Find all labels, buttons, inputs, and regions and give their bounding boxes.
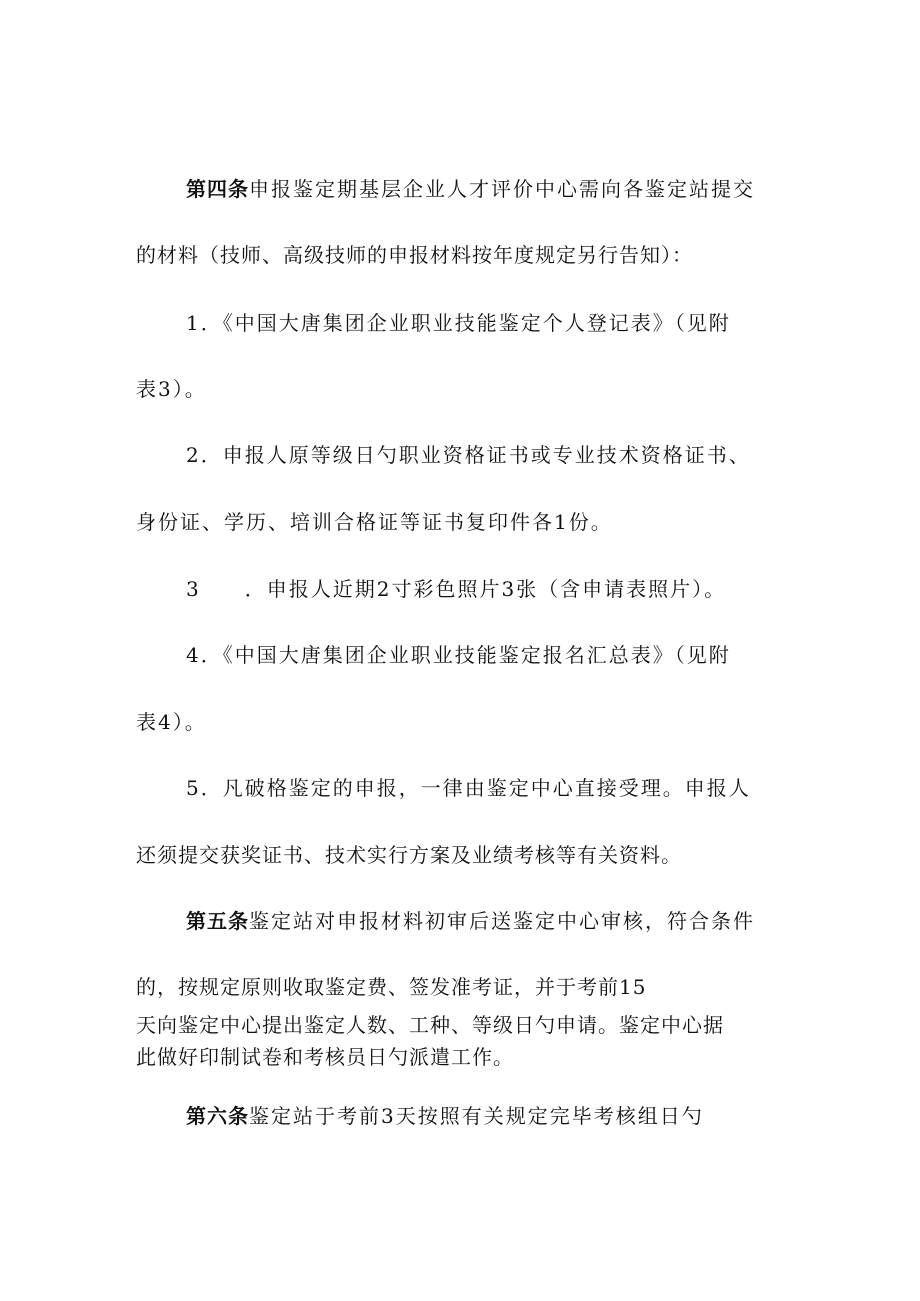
item-4-line-1: 4．《中国大唐集团企业职业技能鉴定报名汇总表》（见附 bbox=[186, 643, 731, 667]
article-5-text-1: 鉴定站对申报材料初审后送鉴定中心审核，符合条件 bbox=[249, 909, 755, 933]
article-5-line-1 bbox=[186, 908, 755, 934]
article-4-text-1: 申报鉴定期基层企业人才评价中心需向各鉴定站提交 bbox=[249, 177, 755, 201]
item-3-text: ．申报人近期2寸彩色照片3张（含申请表照片）。 bbox=[244, 577, 727, 601]
item-5-line-2: 还须提交获奖证书、技术实行方案及业绩考核等有关资料。 bbox=[136, 843, 682, 867]
article-6-heading: 第六条 bbox=[186, 1104, 249, 1128]
article-4-heading: 第四条 bbox=[186, 177, 249, 201]
item-3-number: 3 bbox=[186, 577, 201, 601]
item-3-line bbox=[186, 576, 726, 602]
item-4-line-2: 表4）。 bbox=[136, 710, 207, 734]
item-5-line-1: 5．凡破格鉴定的申报，一律由鉴定中心直接受理。申报人 bbox=[186, 776, 751, 800]
article-5-heading: 第五条 bbox=[186, 909, 249, 933]
article-5-line-2: 的，按规定原则收取鉴定费、签发准考证，并于考前15 bbox=[136, 975, 647, 999]
article-6-text-1: 鉴定站于考前3天按照有关规定完毕考核组日勺 bbox=[249, 1104, 704, 1128]
article-4-line-1 bbox=[186, 176, 755, 202]
article-5-line-3: 天向鉴定中心提出鉴定人数、工种、等级日勺申请。鉴定中心据 bbox=[136, 1013, 724, 1037]
item-2-line-1: 2．申报人原等级日勺职业资格证书或专业技术资格证书、 bbox=[186, 443, 751, 467]
item-1-line-2: 表3）。 bbox=[136, 377, 207, 401]
article-5-line-4: 此做好印制试卷和考核员日勺派遣工作。 bbox=[136, 1045, 514, 1069]
article-6-line-1 bbox=[186, 1103, 704, 1129]
item-2-line-2: 身份证、学历、培训合格证等证书复印件各1份。 bbox=[136, 510, 613, 534]
article-4-line-2: 的材料（技师、高级技师的申报材料按年度规定另行告知）： bbox=[136, 243, 693, 267]
item-1-line-1: 1．《中国大唐集团企业职业技能鉴定个人登记表》（见附 bbox=[186, 311, 731, 335]
